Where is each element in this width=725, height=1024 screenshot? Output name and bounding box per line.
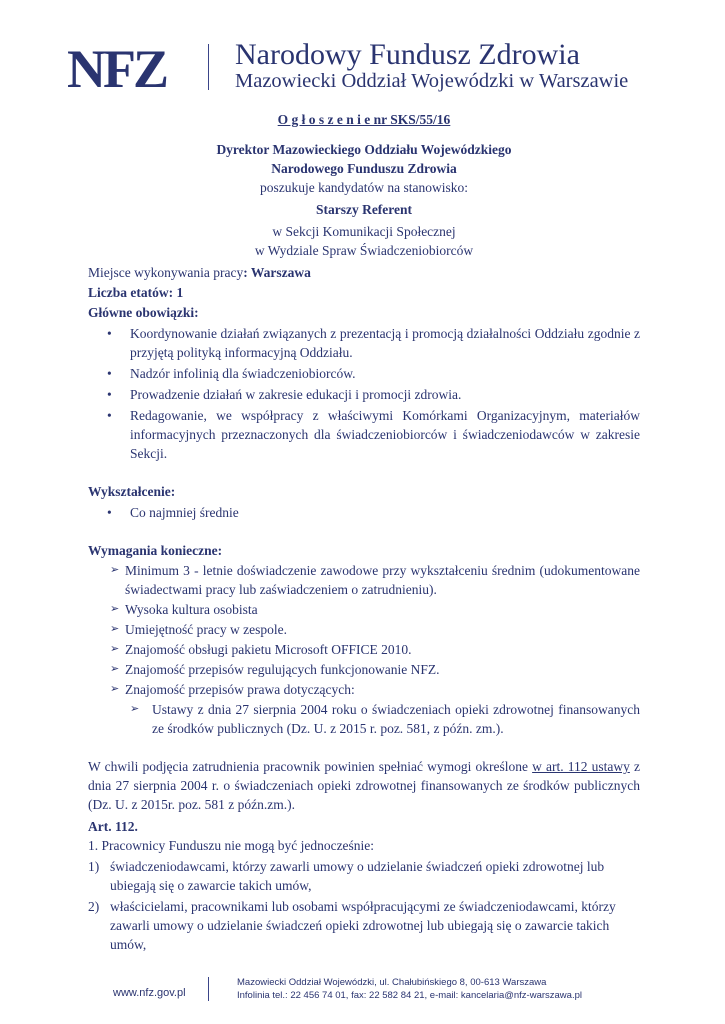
arrow-bullet-icon: ➢	[110, 643, 120, 655]
duties-list	[88, 324, 640, 463]
requirements-list	[88, 561, 640, 738]
list-item: ➢ Wysoka kultura osobista	[110, 602, 258, 617]
workplace-label: Miejsce wykonywania pracy	[88, 265, 244, 280]
article-title: Art. 112.	[88, 819, 138, 834]
list-item: 1) świadczeniodawcami, którzy zawarli umowy o udzielanie świadczeń opieki zdrowotnej lub ubiegają się o zawarcie takich umów,	[88, 859, 605, 893]
footer-website[interactable]: www.nfz.gov.pl	[113, 987, 186, 999]
education-heading: Wykształcenie:	[88, 484, 176, 499]
footer-contact	[237, 976, 582, 1002]
seeking-text: poszukuje kandydatów na stanowisko:	[259, 180, 469, 195]
list-item: • Nadzór infolinią dla świadczeniobiorców.	[107, 366, 356, 381]
footer-address: Mazowiecki Oddział Wojewódzki, ul. Chałubińskiego 8, 00-613 Warszawa	[237, 977, 547, 988]
bullet-icon: •	[107, 505, 112, 520]
article-reference-link[interactable]: w art. 112 ustawy	[532, 759, 630, 774]
list-item: 2) właścicielami, pracownikami lub osobami współpracującymi ze świadczeniodawcami, którzy zawarli umowy o udzielanie świadczeń opieki zdrowotnej lub ubiegają się o zawarcie takich umów,	[88, 899, 616, 952]
list-item: ➢ Znajomość obsługi pakietu Microsoft OFFICE 2010.	[110, 642, 412, 657]
arrow-bullet-icon: ➢	[110, 623, 120, 635]
notice-heading: O g ł o s z e n i e nr SKS/55/16	[277, 112, 451, 127]
arrow-bullet-icon: ➢	[110, 683, 120, 695]
article-intro: 1. Pracownicy Funduszu nie mogą być jednocześnie:	[88, 838, 375, 853]
bullet-icon: •	[107, 326, 112, 341]
position-title: Starszy Referent	[315, 202, 413, 217]
legal-paragraph: W chwili podjęcia zatrudnienia pracownik powinien spełniać wymogi określone w art. 112 ustawy z dnia 27 sierpnia 2004 r. o świadczeniach opieki zdrowotnej finansowanych ze środków publicznych (Dz. U. z 2015r. poz. 581 z późn.zm.).	[88, 759, 641, 812]
positions-count: Liczba etatów: 1	[88, 285, 184, 300]
nfz-logo	[67, 40, 191, 96]
organization-title: Narodowy Fundusz Zdrowia	[235, 38, 580, 71]
director-line-2: Narodowego Funduszu Zdrowia	[271, 161, 457, 176]
footer-divider	[208, 977, 209, 1001]
duties-heading: Główne obowiązki:	[88, 305, 199, 320]
list-item: ➢ Znajomość przepisów prawa dotyczących:	[110, 682, 355, 697]
footer	[0, 970, 725, 1010]
section-line-1: w Sekcji Komunikacji Społecznej	[272, 224, 456, 239]
bullet-icon: •	[107, 387, 112, 402]
notice-body	[88, 110, 640, 954]
list-item: • Koordynowanie działań związanych z prezentacją i promocją działalności Oddziału zgodnie z przyjętą polityką informacyjną Oddziału.	[107, 326, 640, 360]
list-item: • Prowadzenie działań w zakresie edukacji i promocji zdrowia.	[107, 387, 462, 402]
requirements-heading: Wymagania konieczne:	[88, 543, 223, 558]
organization-subtitle: Mazowiecki Oddział Wojewódzki w Warszawie	[235, 70, 629, 92]
arrow-bullet-icon: ➢	[110, 603, 120, 615]
director-line-1: Dyrektor Mazowieckiego Oddziału Wojewódzkiego	[216, 142, 512, 157]
list-item: ➢ Umiejętność pracy w zespole.	[110, 622, 287, 637]
workplace-value: : Warszawa	[243, 265, 311, 280]
header-divider	[208, 44, 209, 90]
article-list	[88, 857, 640, 954]
list-item: ➢ Minimum 3 - letnie doświadczenie zawodowe przy wykształceniu średnim (udokumentowane świadectwami pracy lub zaświadczeniem o zatrudnieniu).	[110, 563, 640, 597]
item-number: 2)	[88, 899, 100, 914]
workplace	[88, 263, 640, 282]
list-item: ➢ Ustawy z dnia 27 sierpnia 2004 roku o świadczeniach opieki zdrowotnej finansowanych ze środków publicznych (Dz. U. z 2015 r. poz. 581, z późn. zm.).	[130, 702, 640, 736]
svg-text:NFZ: NFZ	[67, 40, 166, 96]
footer-phone-email: Infolinia tel.: 22 456 74 01, fax: 22 582 84 21, e-mail: kancelaria@nfz-warszawa.pl	[237, 990, 582, 1001]
bullet-icon: •	[107, 408, 112, 423]
arrow-bullet-icon: ➢	[110, 663, 120, 675]
arrow-bullet-icon: ➢	[110, 564, 120, 576]
item-number: 1)	[88, 859, 100, 874]
bullet-icon: •	[107, 366, 112, 381]
education-list	[88, 503, 640, 522]
list-item: • Redagowanie, we współpracy z właściwymi Komórkami Organizacyjnym, materiałów informacyjnych przeznaczonych dla świadczeniobiorców i świadczeniodawców w zakresie Sekcji.	[107, 408, 640, 461]
letterhead	[67, 40, 687, 100]
list-item: • Co najmniej średnie	[107, 505, 239, 520]
list-item: ➢ Znajomość przepisów regulujących funkcjonowanie NFZ.	[110, 662, 440, 677]
arrow-bullet-icon: ➢	[130, 703, 140, 715]
section-line-2: w Wydziale Spraw Świadczeniobiorców	[254, 243, 474, 258]
